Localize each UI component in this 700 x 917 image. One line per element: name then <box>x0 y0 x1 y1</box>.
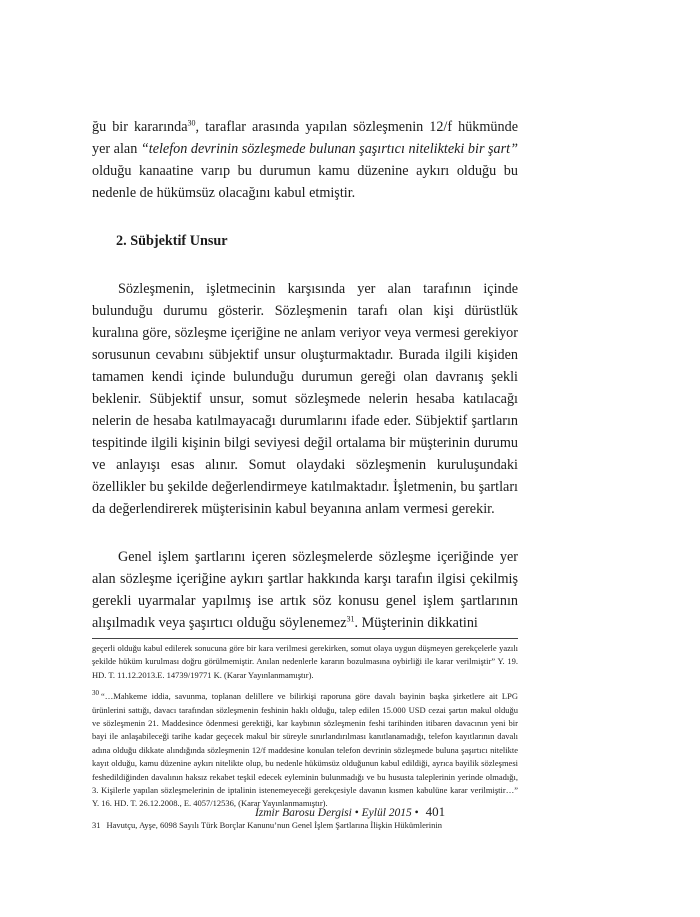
page-number: 401 <box>425 804 446 819</box>
paragraph-1 <box>92 116 518 204</box>
page-footer <box>0 804 700 820</box>
footnote-continuation: geçerli olduğu kabul edilerek sonucuna göre bir kara verilmesi gerekirken, somut olaya uygun düşmeyen gerekçelerle yazılı şekilde hüküm kurulması doğru görülmemiştir. Anılan nedenlerle kararın bozulmasına oybirliği ile karar verilmiştir” Y. 19. HD. T. 11.12.2013.E. 14739/19771 K. (Karar Yayınlanmamıştır). <box>92 643 518 680</box>
issue-date: Eylül 2015 <box>361 807 412 819</box>
footer-separator: • <box>351 807 362 819</box>
footnote-31-number: 31 <box>92 819 101 830</box>
paragraph-3 <box>92 546 518 634</box>
footnote-divider <box>92 638 518 639</box>
paragraph-3-text-a: Genel işlem şartlarını içeren sözleşmelerde sözleşme içeriğinde yer alan sözleşme içeriğine aykırı şartlar hakkında karşı tarafın ilgisi çekilmiş gerekli uyarmalar yapılmış ise artık söz konusu genel işlem şartlarının alışılmadık veya şaşırtıcı olduğu söylenemez <box>92 549 518 631</box>
paragraph-1-text-a: ğu bir kararında <box>92 119 188 135</box>
footnote-ref-31[interactable]: 31 <box>346 614 355 624</box>
footnote-ref-30[interactable]: 30 <box>187 118 196 128</box>
paragraph-1-text-b: , taraflar arasında yapılan sözleşmenin 12/f hükmünde yer alan <box>92 119 518 157</box>
paragraph-2: Sözleşmenin, işletmecinin karşısında yer alan tarafının içinde bulunduğu durumu gösterir. Sözleşmenin tarafı olan kişi dürüstlük kuralına göre, sözleşme içeriğine ne anlam veriyor veya vermesi gerekiyor sorusunun cevabını sübjektif unsur oluşturmaktadır. Burada ilgili kişiden tamamen kendi içinde bulunduğu durumun gereği olan davranış şekli beklenir. Sübjektif unsur, somut sözleşmede nelerin hesaba katılacağı nelerin de hesaba katılmayacağı durumlarını ifade eder. Sübjektif şartların tespitinde ilgili kişinin bilgi seviyesi değil ortalama bir müşterinin durumu ve anlayışı esas alınır. Somut olaydaki sözleşmenin kuruluşundaki özellikler bu şekilde değerlendirmeye katılmaktadır. İşletmenin, bu şartları da değerlendirerek müşterisinin kabul beyanına anlam vermesi gerekir. <box>92 281 518 517</box>
footnote-30-number: 30 <box>92 689 99 698</box>
page-body <box>92 116 518 832</box>
paragraph-3-text-b: . Müşterinin dikkatini <box>354 615 478 631</box>
paragraph-1-text-c: olduğu kanaatine varıp bu durumun kamu düzenine aykırı olduğu bu nedenle de hükümsüz olacağını kabul etmiştir. <box>92 163 518 201</box>
paragraph-1-quote: “telefon devrinin sözleşmede bulunan şaşırtıcı nitelikteki bir şart” <box>140 141 519 157</box>
footnote-30 <box>92 690 518 811</box>
section-heading: 2. Sübjektif Unsur <box>116 233 228 249</box>
journal-name: İzmir Barosu Dergisi <box>254 807 352 819</box>
footnote-30-text: “…Mahkeme iddia, savunma, toplanan delillere ve bilirkişi raporuna göre davalı bayinin başka şirketlere ait LPG ürünlerini sattığı, davacı tarafından sözleşmenin feshinin haklı olduğu, talep edilen 15.000 USD cezai şartın makul olduğu ve sözleşmenin 21. Maddesince ödenmesi gerektiği, kar kaybının sözleşmenin feshi tarihinden itibaren davacının yeni bir bayi ile anlaşabileceği tarihe kadar geçecek makul bir süreyle sınırlandırılması kanıtlanamadığı, telefon kayıtlarının davalı adına olduğu dikkate alındığında sözleşmenin 12/f maddesine konulan telefon devrinin sözleşmede buluna şaşırtıcı nitelikte kayıt olduğu, kamu düzenine aykırı nitelikte olup, bu nedenle hükümsüz olduğunun kabul edildiği, ayrıca bayilik sözleşmesi feshedildiğinden davalının haksız rekabet teşkil edecek eyleminin bulunmadığı ve bu hususta taleplerinin yerinde olmadığı, 3. Kişilerle yapılan sözleşmelerinin de iptalinin istenemeyeceği gerekçesiyle davanın kısmen kabulüne karar verilmiştir…” Y. 16. HD. T. 26.12.2008., E. 4057/12536, (Karar Yayınlanmamıştır). <box>92 691 518 809</box>
footnote-31-text: Havutçu, Ayşe, 6098 Sayılı Türk Borçlar Kanunu’nun Genel İşlem Şartlarına İlişkin Hükümlerinin <box>106 819 442 830</box>
footer-separator-2: • <box>411 807 422 819</box>
footnote-31 <box>92 819 518 832</box>
